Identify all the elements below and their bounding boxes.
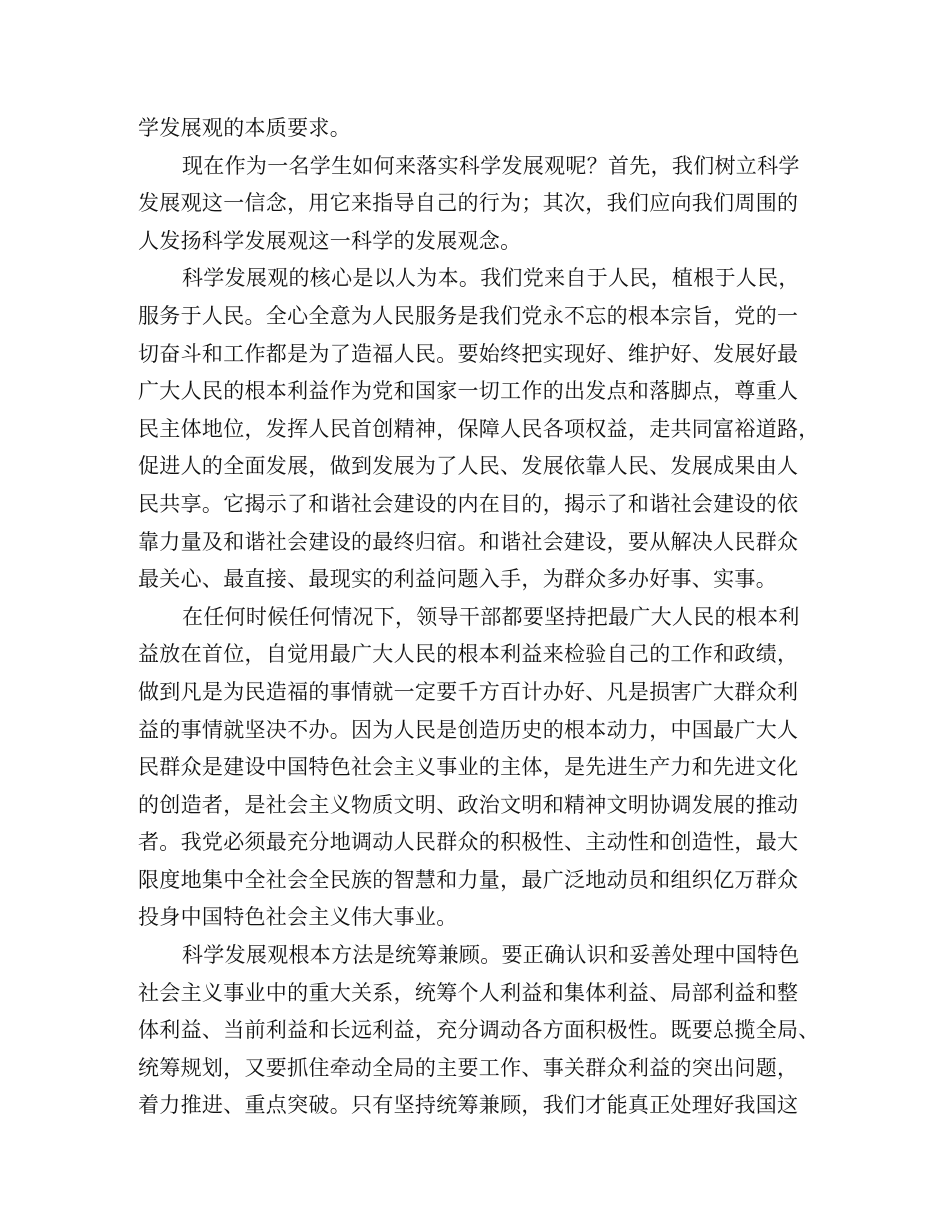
- text-line: 体利益、当前利益和长远利益，充分调动各方面积极性。既要总揽全局、: [138, 1018, 820, 1043]
- text-line: 民共享。它揭示了和谐社会建设的内在目的，揭示了和谐社会建设的依: [138, 491, 799, 516]
- text-line: 最关心、最直接、最现实的利益问题入手，为群众多办好事、实事。: [138, 567, 777, 592]
- text-line: 科学发展观根本方法是统筹兼顾。要正确认识和妥善处理中国特色: [182, 943, 800, 968]
- text-line: 益放在首位，自觉用最广大人民的根本利益来检验自己的工作和政绩，: [138, 642, 799, 667]
- text-line: 发展观这一信念，用它来指导自己的行为；其次，我们应向我们周围的: [138, 191, 799, 216]
- text-line: 做到凡是为民造福的事情就一定要千方百计办好、凡是损害广大群众利: [138, 679, 799, 704]
- text-line: 民主体地位，发挥人民首创精神，保障人民各项权益，走共同富裕道路，: [138, 416, 820, 441]
- text-line: 投身中国特色社会主义伟大事业。: [138, 905, 458, 930]
- text-line: 靠力量及和谐社会建设的最终归宿。和谐社会建设，要从解决人民群众: [138, 529, 799, 554]
- text-line: 促进人的全面发展，做到发展为了人民、发展依靠人民、发展成果由人: [138, 454, 799, 479]
- text-line: 民群众是建设中国特色社会主义事业的主体，是先进生产力和先进文化: [138, 755, 799, 780]
- text-line: 社会主义事业中的重大关系，统筹个人利益和集体利益、局部利益和整: [138, 980, 799, 1005]
- text-line: 服务于人民。全心全意为人民服务是我们党永不忘的根本宗旨，党的一: [138, 303, 799, 328]
- text-line: 统筹规划，又要抓住牵动全局的主要工作、事关群众利益的突出问题，: [138, 1055, 799, 1080]
- text-line: 切奋斗和工作都是为了造福人民。要始终把实现好、维护好、发展好最: [138, 341, 799, 366]
- text-line: 人发扬科学发展观这一科学的发展观念。: [138, 228, 522, 253]
- text-line: 在任何时候任何情况下，领导干部都要坚持把最广大人民的根本利: [182, 604, 800, 629]
- text-line: 科学发展观的核心是以人为本。我们党来自于人民，植根于人民，: [182, 266, 800, 291]
- text-line: 学发展观的本质要求。: [138, 116, 351, 140]
- text-line: 着力推进、重点突破。只有坚持统筹兼顾，我们才能真正处理好我国这: [138, 1093, 799, 1118]
- text-line: 广大人民的根本利益作为党和国家一切工作的出发点和落脚点，尊重人: [138, 379, 799, 404]
- body-text: [138, 110, 820, 1125]
- text-line: 现在作为一名学生如何来落实科学发展观呢？首先，我们树立科学: [182, 153, 800, 178]
- text-line: 限度地集中全社会全民族的智慧和力量，最广泛地动员和组织亿万群众: [138, 867, 799, 892]
- text-line: 益的事情就坚决不办。因为人民是创造历史的根本动力，中国最广大人: [138, 717, 799, 742]
- text-line: 者。我党必须最充分地调动人民群众的积极性、主动性和创造性，最大: [138, 830, 799, 855]
- text-line: 的创造者，是社会主义物质文明、政治文明和精神文明协调发展的推动: [138, 792, 799, 817]
